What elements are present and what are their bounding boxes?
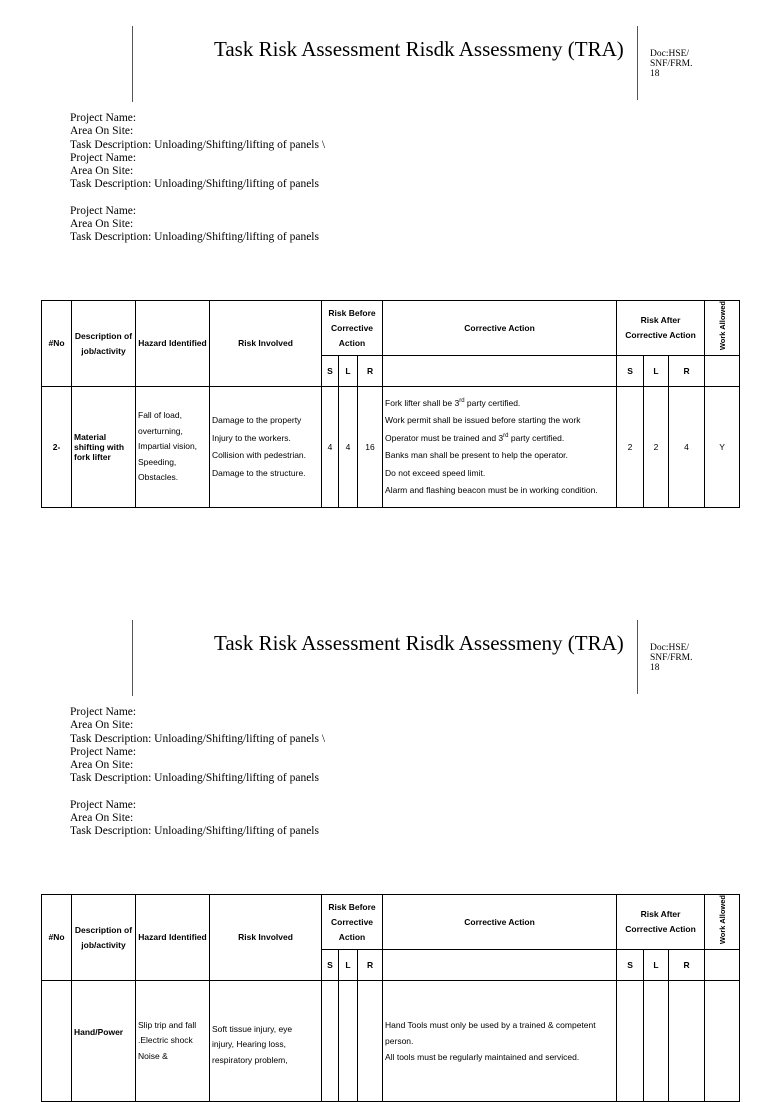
header-divider-right (637, 620, 638, 694)
header-r-before: R (358, 950, 383, 981)
header-s-after: S (617, 356, 644, 387)
row-hazards: Slip trip and fall .Electric shock Noise & (136, 981, 210, 1102)
header-description: Description of job/activity (72, 301, 136, 387)
header-hazard: Hazard Identified (136, 301, 210, 387)
header-r-after: R (669, 950, 705, 981)
row-description: Material shifting with fork lifter (72, 387, 136, 508)
row-s-before: 4 (322, 387, 339, 508)
header-divider-left (132, 26, 133, 102)
header-allowed-blank (705, 356, 740, 387)
project-info: Project Name: Area On Site: Task Description: Unloading/Shifting/lifting of panels \ Project Name: Area On Site: Task Description: Unloading/Shifting/lifting of panels Project Name: Area On Site: Task Description: Unloading/Shifting/lifting of panels (70, 706, 326, 838)
row-s-after: 2 (617, 387, 644, 508)
header-risk-after: Risk After Corrective Action (617, 895, 705, 950)
header-risk-before: Risk Before Corrective Action (322, 301, 383, 356)
header-corrective-blank (383, 356, 617, 387)
header-risk: Risk Involved (210, 301, 322, 387)
table-row (42, 981, 740, 1102)
header-r-after: R (669, 356, 705, 387)
doc-reference: Doc:HSE/ SNF/FRM. 18 (650, 643, 693, 673)
project-info: Project Name: Area On Site: Task Description: Unloading/Shifting/lifting of panels \ Project Name: Area On Site: Task Description: Unloading/Shifting/lifting of panels Project Name: Area On Site: Task Description: Unloading/Shifting/lifting of panels (70, 112, 326, 244)
risk-table (41, 300, 740, 508)
row-l-before: 4 (339, 387, 358, 508)
document-title: Task Risk Assessment Risdk Assessmeny (TRA) (214, 631, 624, 655)
row-r-after: 4 (669, 387, 705, 508)
header-risk-before: Risk Before Corrective Action (322, 895, 383, 950)
header-allowed-blank (705, 950, 740, 981)
doc-reference: Doc:HSE/ SNF/FRM. 18 (650, 49, 693, 79)
header-sno: #No (42, 895, 72, 981)
header-risk: Risk Involved (210, 895, 322, 981)
row-r-before (358, 981, 383, 1102)
document-title: Task Risk Assessment Risdk Assessmeny (TRA) (214, 37, 624, 61)
header-l-before: L (339, 356, 358, 387)
row-r-after (669, 981, 705, 1102)
header-hazard: Hazard Identified (136, 895, 210, 981)
page-2 (0, 594, 768, 1065)
risk-table (41, 894, 740, 1102)
header-sno: #No (42, 301, 72, 387)
row-l-before (339, 981, 358, 1102)
row-description: Hand/Power (72, 981, 136, 1102)
row-l-after (644, 981, 669, 1102)
header-work-allowed: Work Allowed (705, 301, 740, 356)
row-risks: Damage to the property Injury to the workers. Collision with pedestrian. Damage to the structure. (210, 387, 322, 508)
header-l-after: L (644, 950, 669, 981)
row-number: 2- (42, 387, 72, 508)
header-l-after: L (644, 356, 669, 387)
header-s-after: S (617, 950, 644, 981)
header-corrective-blank (383, 950, 617, 981)
page-1 (0, 0, 768, 512)
row-corrective-actions: Fork lifter shall be 3rd party certified. Work permit shall be issued before starting the work Operator must be trained and 3rd party certified. Banks man shall be present to help the operator. Do not exceed speed limit. Alarm and flashing beacon must be in working condition. (383, 387, 617, 508)
row-corrective-actions: Hand Tools must only be used by a trained & competent person. All tools must be regularly maintained and serviced. (383, 981, 617, 1102)
row-l-after: 2 (644, 387, 669, 508)
row-risks: Soft tissue injury, eye injury, Hearing loss, respiratory problem, (210, 981, 322, 1102)
row-s-before (322, 981, 339, 1102)
header-divider-right (637, 26, 638, 100)
header-divider-left (132, 620, 133, 696)
row-number (42, 981, 72, 1102)
row-work-allowed (705, 981, 740, 1102)
header-l-before: L (339, 950, 358, 981)
table-row (42, 387, 740, 508)
header-corrective: Corrective Action (383, 895, 617, 950)
row-work-allowed: Y (705, 387, 740, 508)
header-corrective: Corrective Action (383, 301, 617, 356)
row-hazards: Fall of load, overturning, Impartial vision, Speeding, Obstacles. (136, 387, 210, 508)
row-r-before: 16 (358, 387, 383, 508)
header-s-before: S (322, 950, 339, 981)
row-s-after (617, 981, 644, 1102)
header-work-allowed: Work Allowed (705, 895, 740, 950)
header-s-before: S (322, 356, 339, 387)
header-description: Description of job/activity (72, 895, 136, 981)
header-r-before: R (358, 356, 383, 387)
header-risk-after: Risk After Corrective Action (617, 301, 705, 356)
